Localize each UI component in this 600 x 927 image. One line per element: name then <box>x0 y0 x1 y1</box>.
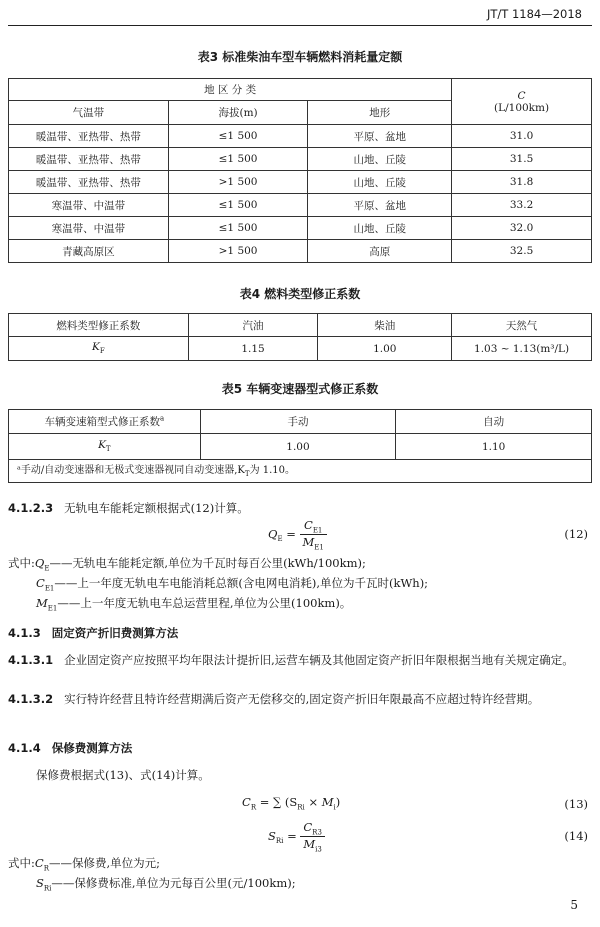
formula-12: $Q_E$ = $\frac{C_{E1}}{M_{E1}}$ <box>268 518 327 552</box>
header-rule <box>8 25 592 26</box>
table5-note: ᵃ手动/自动变速器和无极式变速器视同自动变速器$,K_T$为 1.10。 <box>8 459 592 483</box>
table3-col-terrain: 地形 <box>308 101 452 125</box>
table5: 车辆变速箱型式修正系数$^a$ 手动 自动 $K_T$ 1.00 1.10 <box>8 409 592 460</box>
table-row: 暖温带、亚热带、热带 >1 500 山地、丘陵 31.8 <box>9 171 592 194</box>
table-row: 寒温带、中温带 ≤1 500 山地、丘陵 32.0 <box>9 217 592 240</box>
table-row: 暖温带、亚热带、热带 ≤1 500 山地、丘陵 31.5 <box>9 148 592 171</box>
table-row: $K_T$ 1.00 1.10 <box>9 434 592 460</box>
table3-group-header: 地 区 分 类 <box>9 79 452 101</box>
definition-line: $S_{Ri}——$保修费标准,单位为元每百公里(元/100km); <box>36 876 296 893</box>
table4-title: 表4 燃料类型修正系数 <box>239 287 361 301</box>
equation-number-12: (12) <box>564 527 588 541</box>
table5-title: 表5 车辆变速器型式修正系数 <box>221 382 379 396</box>
standard-number: JT/T 1184—2018 <box>486 7 582 21</box>
section-414-heading: 4.1.4 保修费测算方法 <box>8 741 133 755</box>
equation-number-14: (14) <box>564 829 588 843</box>
definition-line: 式中$:C_R——$保修费,单位为元; <box>8 856 160 873</box>
table3-col-c: C (L/100km) <box>452 79 592 125</box>
formula-13: $C_R$ = ∑ $(S_{Ri} \times M_i)$ <box>242 795 341 812</box>
section-4131: 4.1.3.1 企业固定资产应按照平均年限法计提折旧,运营车辆及其他固定资产折旧年限根据当地有关规定确定。 <box>8 653 574 667</box>
table-row: 青藏高原区 >1 500 高原 32.5 <box>9 240 592 263</box>
table-row: 寒温带、中温带 ≤1 500 平原、盆地 33.2 <box>9 194 592 217</box>
equation-number-13: (13) <box>564 797 588 811</box>
definition-line: $C_{E1}——$上一年度无轨电车电能消耗总额(含电网电消耗),单位为千瓦时(kWh); <box>36 576 429 593</box>
section-414-intro: 保修费根据式(13)、式(14)计算。 <box>36 768 210 782</box>
table4: 燃料类型修正系数 汽油 柴油 天然气 $K_F$ 1.15 1.00 1.03 ~ 1.13(m³/L) <box>8 313 592 361</box>
section-413-heading: 4.1.3 固定资产折旧费测算方法 <box>8 626 179 640</box>
definition-line: $M_{E1}——$上一年度无轨电车总运营里程,单位为公里(100km)。 <box>36 596 352 613</box>
page-number: 5 <box>570 898 578 912</box>
table3-col-alt: 海拔(m) <box>168 101 308 125</box>
table3-title: 表3 标准柴油车型车辆燃料消耗量定额 <box>197 50 403 64</box>
table-row: 暖温带、亚热带、热带 ≤1 500 平原、盆地 31.0 <box>9 125 592 148</box>
table3 <box>8 78 592 263</box>
table-row: $K_F$ 1.15 1.00 1.03 ~ 1.13(m³/L) <box>9 337 592 361</box>
section-4132: 4.1.3.2 实行特许经营且特许经营期满后资产无偿移交的,固定资产折旧年限最高不应超过特许经营期。 <box>8 692 540 706</box>
table3-col-zone: 气温带 <box>9 101 169 125</box>
section-4123: 4.1.2.3 无轨电车能耗定额根据式(12)计算。 <box>8 501 249 515</box>
definition-line: 式中$:Q_E——$无轨电车能耗定额,单位为千瓦时每百公里(kWh/100km); <box>8 556 366 573</box>
formula-14: $S_{Ri}$ = $\frac{C_{R3}}{M_{i3}}$ <box>268 820 325 854</box>
